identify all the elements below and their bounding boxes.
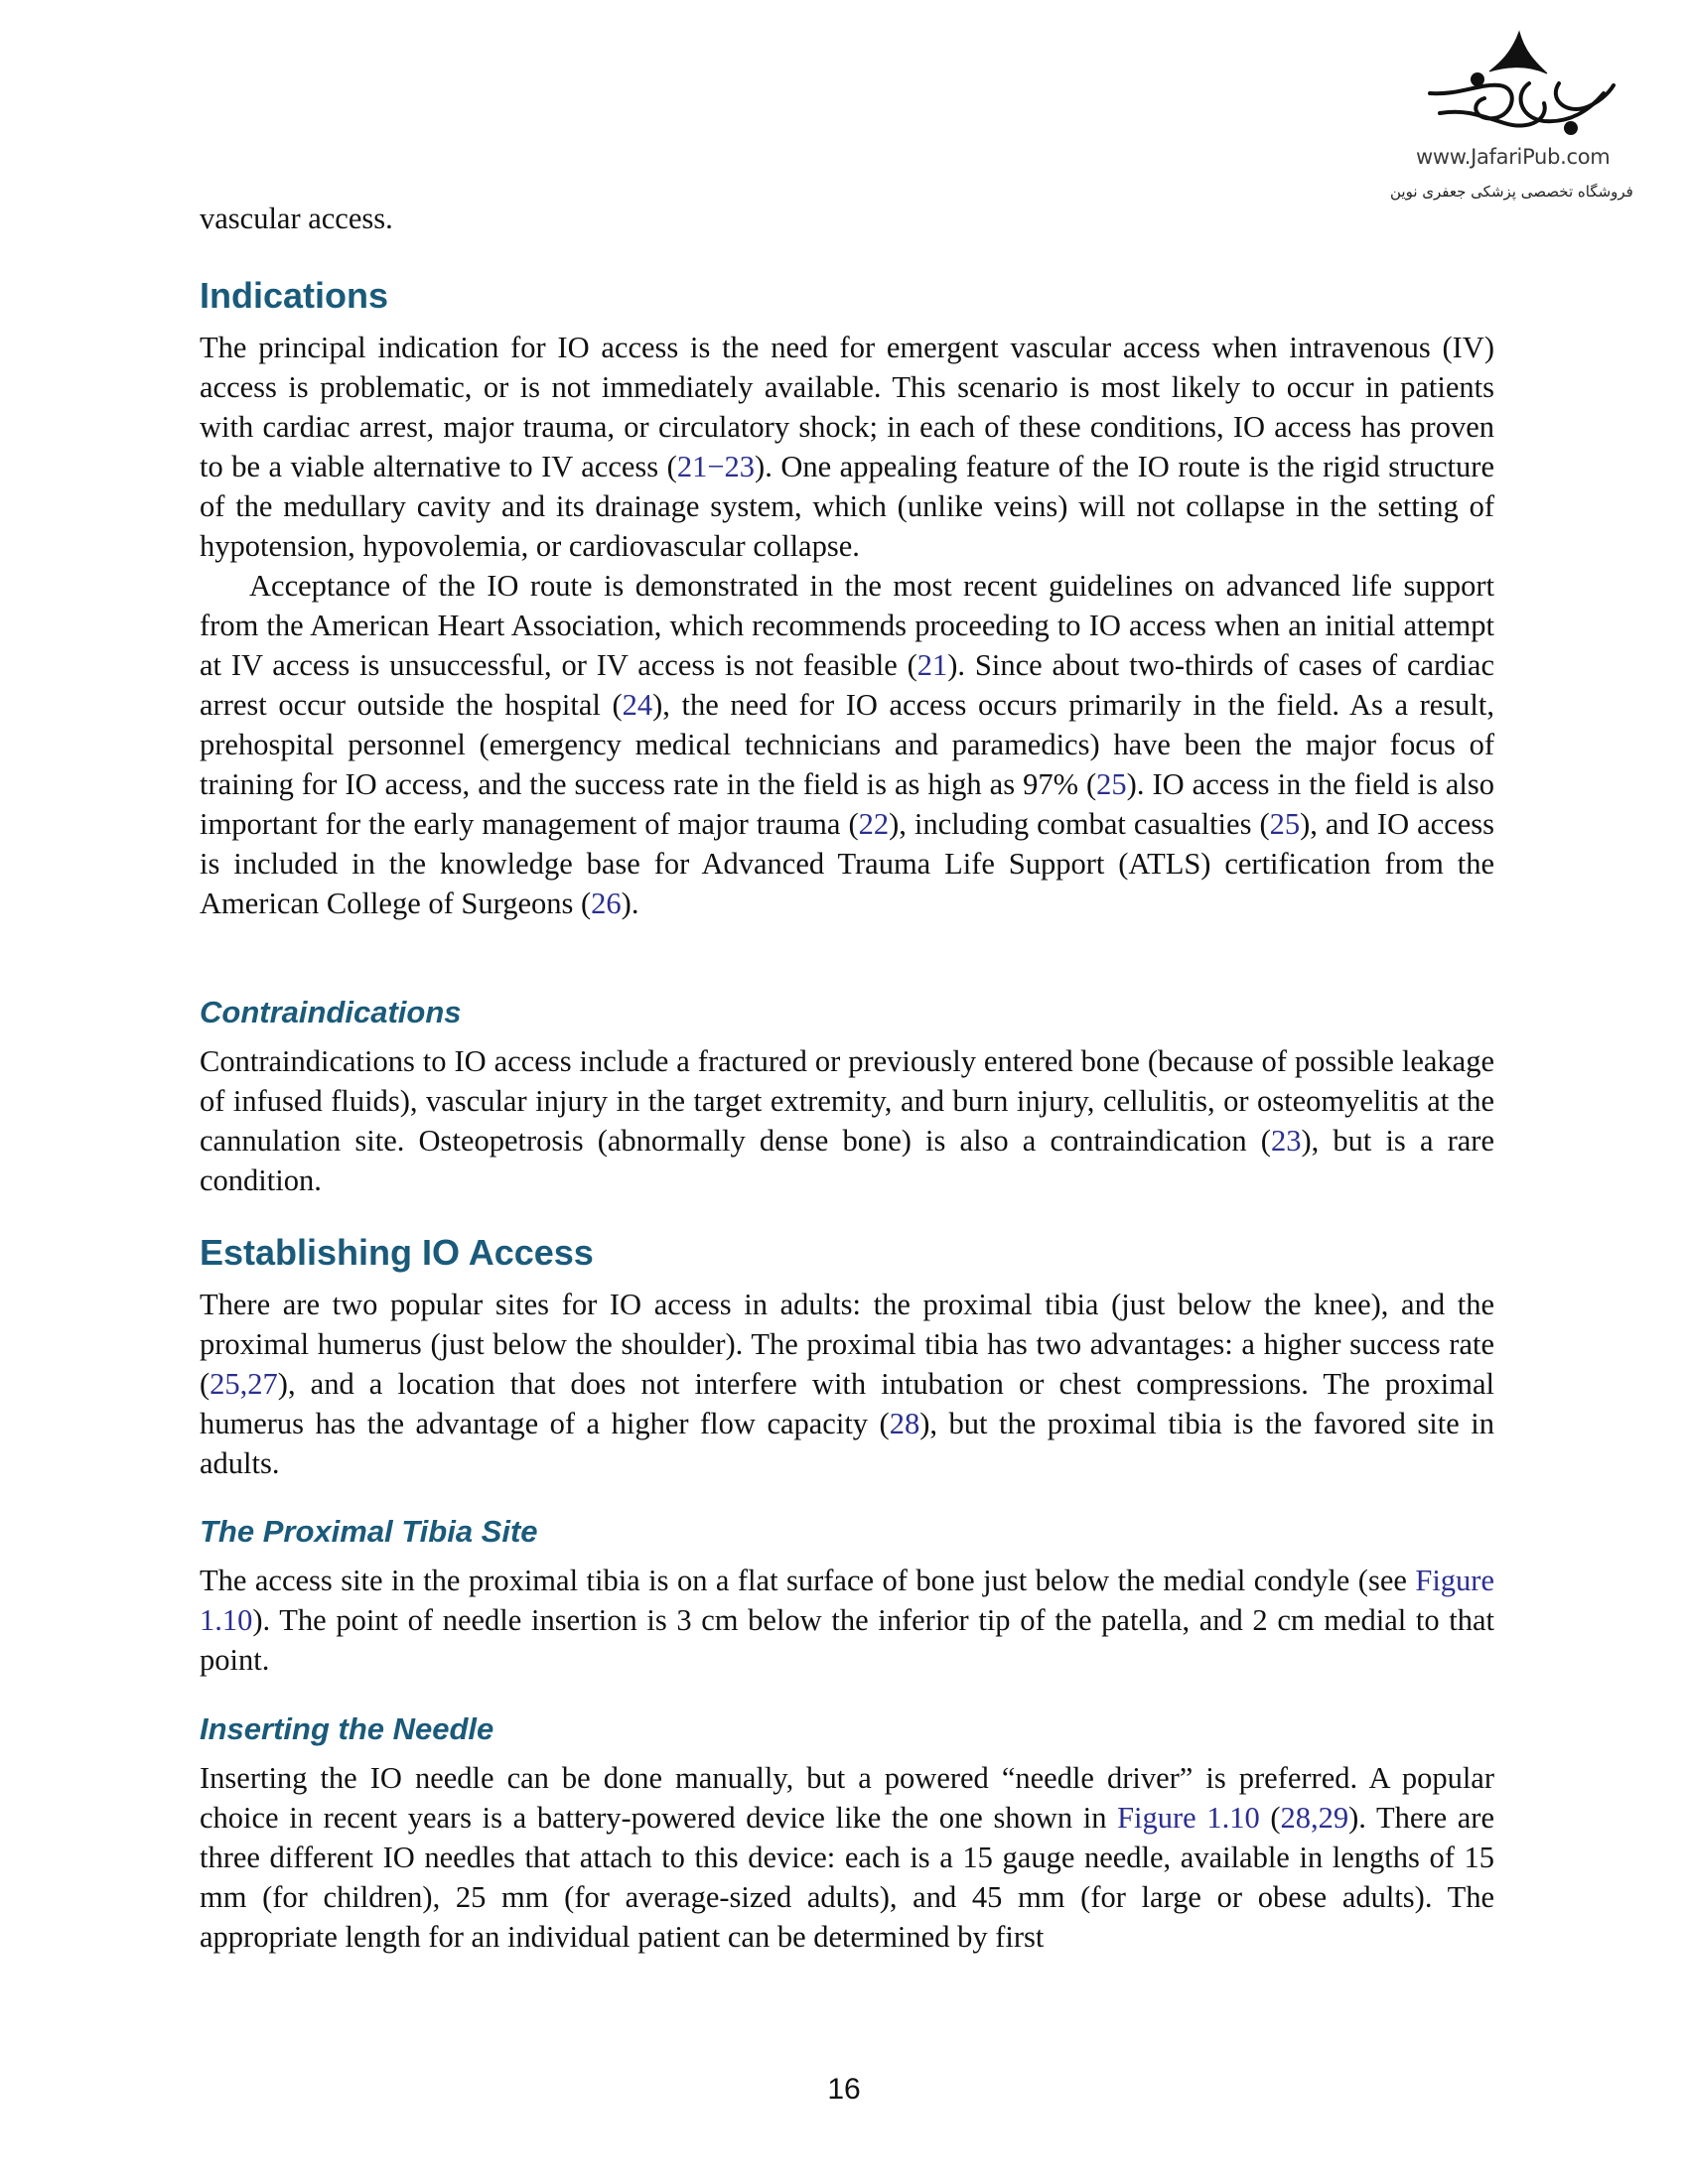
text-run: (: [1259, 1801, 1281, 1835]
reference-link[interactable]: 23: [1270, 1124, 1302, 1158]
text-run: ), and IO access is included in the knowledge base for Advanced Trauma Life Support (ATLS) certification from the American College of Surgeons (: [200, 807, 1495, 920]
paragraph: [200, 328, 1494, 566]
text-run: Contraindications to IO access include a fractured or previously entered bone (because of possible leakage of infused fluids), vascular injury in the target extremity, and burn injury, cellulitis, or osteomyelitis at the cannulation site. Osteopetrosis (abnormally dense bone) is also a contraindication (: [200, 1044, 1494, 1158]
subsection-heading-contraindications: Contraindications: [200, 995, 462, 1029]
text-run: ). The point of needle insertion is 3 cm below the inferior tip of the patella, and 2 cm medial to that point.: [200, 1603, 1494, 1677]
section-indications: [200, 274, 1494, 318]
reference-link[interactable]: 21: [916, 648, 948, 682]
text-run: ), and a location that does not interfere with intubation or chest compressions. The proximal humerus has the advantage of a higher flow capacity (: [200, 1367, 1494, 1440]
section-tibia-site: [200, 1512, 1494, 1552]
text-run: ). IO access in the field is also important for the early management of major trauma (: [200, 767, 1494, 841]
paragraph: [200, 1561, 1494, 1680]
reference-link[interactable]: 25,27: [210, 1367, 278, 1401]
text-run: ). Since about two-thirds of cases of cardiac arrest occur outside the hospital (: [200, 648, 1494, 722]
subsection-heading-tibia-site: The Proximal Tibia Site: [200, 1514, 538, 1549]
section-heading-establishing: Establishing IO Access: [200, 1232, 594, 1273]
text-run: Inserting the IO needle can be done manually, but a powered “needle driver” is preferred. A popular choice in recent years is a battery-powered device like the one shown in: [200, 1761, 1494, 1835]
text-run: Acceptance of the IO route is demonstrated in the most recent guidelines on advanced life support from the American Heart Association, which recommends proceeding to IO access when an initial attempt at IV access is unsuccessful, or IV access is not feasible (: [200, 569, 1494, 682]
text-run: The principal indication for IO access is the need for emergent vascular access when intravenous (IV) access is problematic, or is not immediately available. This scenario is most likely to occur in patients with cardiac arrest, major trauma, or circulatory shock; in each of these conditions, IO access has proven to be a viable alternative to IV access (: [200, 331, 1494, 483]
text-run: ). There are three different IO needles that attach to this device: each is a 15 gauge needle, available in lengths of 15 mm (for children), 25 mm (for average-sized adults), and 45 mm (for large or obese adults). The appropriate length for an individual patient can be determined by first: [200, 1801, 1494, 1954]
page-number: 16: [827, 2073, 861, 2106]
reference-link[interactable]: 28: [889, 1407, 920, 1440]
section-establishing: [200, 1231, 1494, 1275]
calligraphy-logo-icon: [1420, 24, 1618, 143]
text-run: ), but the proximal tibia is the favored site in adults.: [200, 1407, 1494, 1480]
text-run: ), the need for IO access occurs primarily in the field. As a result, prehospital personnel (emergency medical technicians and paramedics) have been the major focus of training for IO access, and the success rate in the field is as high as 97% (: [200, 688, 1494, 801]
reference-link[interactable]: 25: [1269, 807, 1301, 841]
publisher-url: www.JafariPub.com: [1416, 145, 1611, 169]
section-inserting: [200, 1709, 1494, 1749]
figure-link[interactable]: Figure 1.10: [1117, 1801, 1260, 1835]
subsection-heading-inserting: Inserting the Needle: [200, 1711, 494, 1746]
reference-link[interactable]: 22: [858, 807, 890, 841]
figure-link[interactable]: Figure 1.10: [200, 1564, 1494, 1637]
paragraph: [200, 1041, 1494, 1200]
reference-link[interactable]: 25: [1096, 767, 1127, 801]
publisher-tagline: فروشگاه تخصصی پزشکی جعفری نوین: [1390, 183, 1633, 201]
reference-link[interactable]: 28,29: [1280, 1801, 1349, 1835]
text-run: ). One appealing feature of the IO route is the rigid structure of the medullary cavity and its drainage system, which (unlike veins) will not collapse in the setting of hypotension, hypovolemia, or cardiovascular collapse.: [200, 450, 1494, 563]
paragraph: [200, 1285, 1494, 1483]
continuation-text: vascular access.: [200, 202, 393, 235]
text-run: ).: [621, 887, 639, 920]
paragraph: [200, 1758, 1494, 1957]
reference-link[interactable]: 26: [591, 887, 622, 920]
reference-link[interactable]: 24: [622, 688, 653, 722]
text-run: There are two popular sites for IO access in adults: the proximal tibia (just below the knee), and the proximal humerus (just below the shoulder). The proximal tibia has two advantages: a higher success rate (: [200, 1288, 1494, 1401]
publisher-logo: [1390, 24, 1658, 201]
text-run: ), but is a rare condition.: [200, 1124, 1494, 1197]
text-run: ), including combat casualties (: [889, 807, 1270, 841]
section-contraindications: [200, 993, 1494, 1032]
text-run: The access site in the proximal tibia is on a flat surface of bone just below the medial condyle (see: [200, 1564, 1416, 1597]
section-heading-indications: Indications: [200, 275, 389, 316]
reference-link[interactable]: 21−23: [676, 450, 756, 483]
paragraph: [200, 566, 1494, 923]
